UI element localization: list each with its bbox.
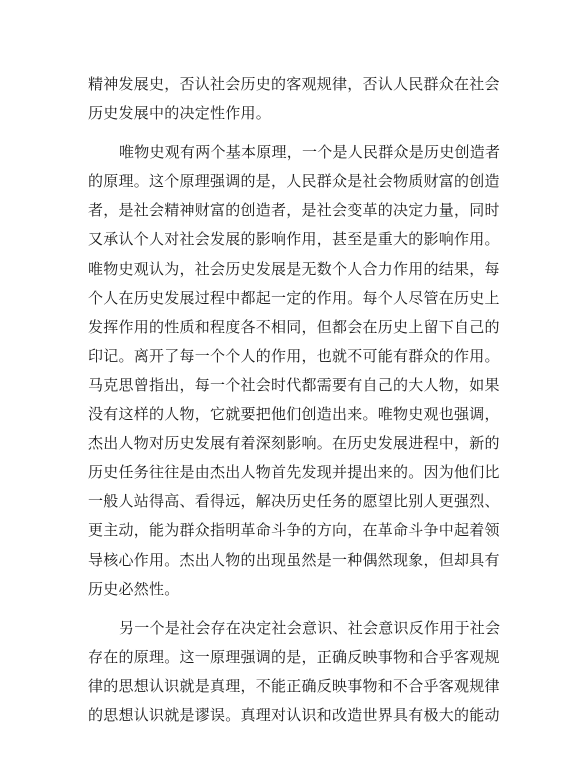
text-line: 历史任务往往是由杰出人物首先发现并提出来的。因为他们比 [88, 463, 500, 482]
text-line: 一般人站得高、看得远，解决历史任务的愿望比别人更强烈、 [88, 492, 500, 511]
text-line: 的思想认识就是谬误。真理对认识和改造世界具有极大的能动 [88, 705, 500, 724]
document-page [88, 70, 500, 740]
text-line: 个人在历史发展过程中都起一定的作用。每个人尽管在历史上 [88, 288, 500, 307]
text-line: 律的思想认识就是真理，不能正确反映事物和不合乎客观规律 [88, 676, 500, 695]
paragraph-1 [88, 70, 500, 128]
text-line: 唯物史观有两个基本原理，一个是人民群众是历史创造者 [119, 143, 501, 162]
text-line: 没有这样的人物，它就要把他们创造出来。唯物史观也强调， [88, 405, 500, 424]
text-line: 另一个是社会存在决定社会意识、社会意识反作用于社会 [119, 618, 501, 637]
text-line: 又承认个人对社会发展的影响作用，甚至是重大的影响作用。 [88, 230, 500, 249]
text-line: 精神发展史，否认社会历史的客观规律，否认人民群众在社会 [88, 75, 500, 93]
text-line: 发挥作用的性质和程度各不相同，但都会在历史上留下自己的 [88, 317, 500, 336]
text-line: 唯物史观认为，社会历史发展是无数个人合力作用的结果，每 [88, 259, 500, 278]
text-line: 的原理。这个原理强调的是，人民群众是社会物质财富的创造 [88, 172, 500, 191]
text-line: 历史必然性。 [88, 579, 180, 598]
text-line: 导核心作用。杰出人物的出现虽然是一种偶然现象，但却具有 [88, 550, 500, 569]
text-line: 更主动，能为群众指明革命斗争的方向，在革命斗争中起着领 [88, 521, 500, 540]
text-line: 历史发展中的决定性作用。 [88, 104, 272, 123]
text-line: 存在的原理。这一原理强调的是，正确反映事物和合乎客观规 [88, 647, 500, 666]
paragraph-2 [88, 138, 500, 604]
text-line: 杰出人物对历史发展有着深刻影响。在历史发展进程中，新的 [88, 434, 500, 453]
text-line: 者，是社会精神财富的创造者，是社会变革的决定力量，同时 [88, 201, 500, 220]
text-line: 印记。离开了每一个个人的作用，也就不可能有群众的作用。 [88, 346, 500, 365]
text-line: 马克思曾指出，每一个社会时代都需要有自己的大人物，如果 [88, 375, 500, 394]
paragraph-3 [88, 614, 500, 730]
